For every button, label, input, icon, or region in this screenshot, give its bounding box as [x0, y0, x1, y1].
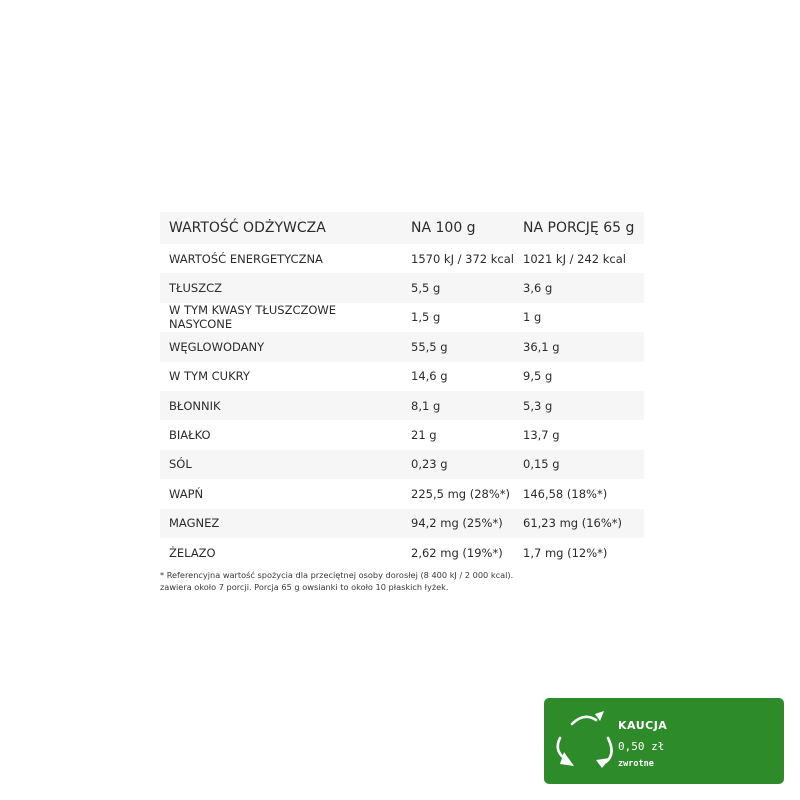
- recycle-arrows-icon: [550, 702, 616, 774]
- nutrient-name: BIAŁKO: [169, 428, 211, 443]
- footnotes: [160, 569, 640, 593]
- nutrient-name: TŁUSZCZ: [160, 273, 402, 302]
- nutrient-name: W TYM CUKRY: [169, 369, 250, 384]
- table-row: [160, 450, 644, 479]
- deposit-title: KAUCJA: [618, 719, 668, 732]
- table-row: [160, 509, 644, 538]
- nutrient-name: WAPŃ: [169, 486, 204, 501]
- footnote-reference-intake: * Referencyjna wartość spożycia dla przeciętnej osoby dorosłej (8 400 kJ / 2 000 kcal).: [160, 570, 514, 580]
- value-per-100g: 225,5 mg (28%*): [411, 486, 511, 501]
- table-row: [160, 420, 644, 449]
- nutrition-table: [160, 212, 644, 567]
- table-row: [160, 538, 644, 567]
- value-per-portion: 0,15 g: [514, 450, 644, 479]
- value-per-portion: 146,58 (18%*): [523, 486, 608, 501]
- nutrient-name: SÓL: [160, 450, 402, 479]
- header-nutrient: WARTOŚĆ ODŻYWCZA: [160, 212, 402, 244]
- value-per-portion: 13,7 g: [523, 428, 560, 443]
- footnote-portion-info: zawiera około 7 porcji. Porcja 65 g owsianki to około 10 płaskich łyżek.: [160, 582, 449, 592]
- value-per-portion: 36,1 g: [514, 332, 644, 361]
- value-per-100g: 55,5 g: [402, 332, 514, 361]
- table-row: [160, 479, 644, 508]
- deposit-badge: [544, 698, 784, 784]
- table-row: [160, 362, 644, 391]
- nutrient-name: WARTOŚĆ ENERGETYCZNA: [169, 251, 323, 266]
- nutrient-name: MAGNEZ: [160, 509, 402, 538]
- deposit-amount: 0,50 zł: [618, 740, 665, 753]
- value-per-portion: 1,7 mg (12%*): [523, 545, 608, 560]
- value-per-portion: 3,6 g: [514, 273, 644, 302]
- nutrient-name: BŁONNIK: [160, 391, 402, 420]
- value-per-100g: 0,23 g: [402, 450, 514, 479]
- table-row: [160, 303, 644, 332]
- nutrient-name: W TYM KWASY TŁUSZCZOWE NASYCONE: [169, 303, 337, 332]
- table-row: [160, 391, 644, 420]
- nutrient-name: ŻELAZO: [169, 545, 216, 560]
- header-per-portion: NA PORCJĘ 65 g: [514, 212, 644, 244]
- value-per-100g: 1570 kJ / 372 kcal: [411, 251, 514, 266]
- deposit-subtitle: zwrotne: [618, 759, 654, 769]
- value-per-100g: 21 g: [411, 428, 437, 443]
- value-per-portion: 1 g: [523, 310, 542, 325]
- value-per-100g: 94,2 mg (25%*): [402, 509, 514, 538]
- value-per-portion: 9,5 g: [523, 369, 553, 384]
- header-per-100g: NA 100 g: [402, 212, 514, 244]
- value-per-100g: 1,5 g: [411, 310, 441, 325]
- table-row: [160, 273, 644, 302]
- nutrition-table-body: [160, 244, 644, 567]
- value-per-portion: 5,3 g: [514, 391, 644, 420]
- table-row: [160, 332, 644, 361]
- table-header-row: [160, 212, 644, 244]
- value-per-portion: 1021 kJ / 242 kcal: [523, 251, 626, 266]
- value-per-portion: 61,23 mg (16%*): [514, 509, 644, 538]
- value-per-100g: 14,6 g: [411, 369, 448, 384]
- nutrient-name: WĘGLOWODANY: [160, 332, 402, 361]
- table-row: [160, 244, 644, 273]
- value-per-100g: 8,1 g: [402, 391, 514, 420]
- value-per-100g: 5,5 g: [402, 273, 514, 302]
- value-per-100g: 2,62 mg (19%*): [411, 545, 503, 560]
